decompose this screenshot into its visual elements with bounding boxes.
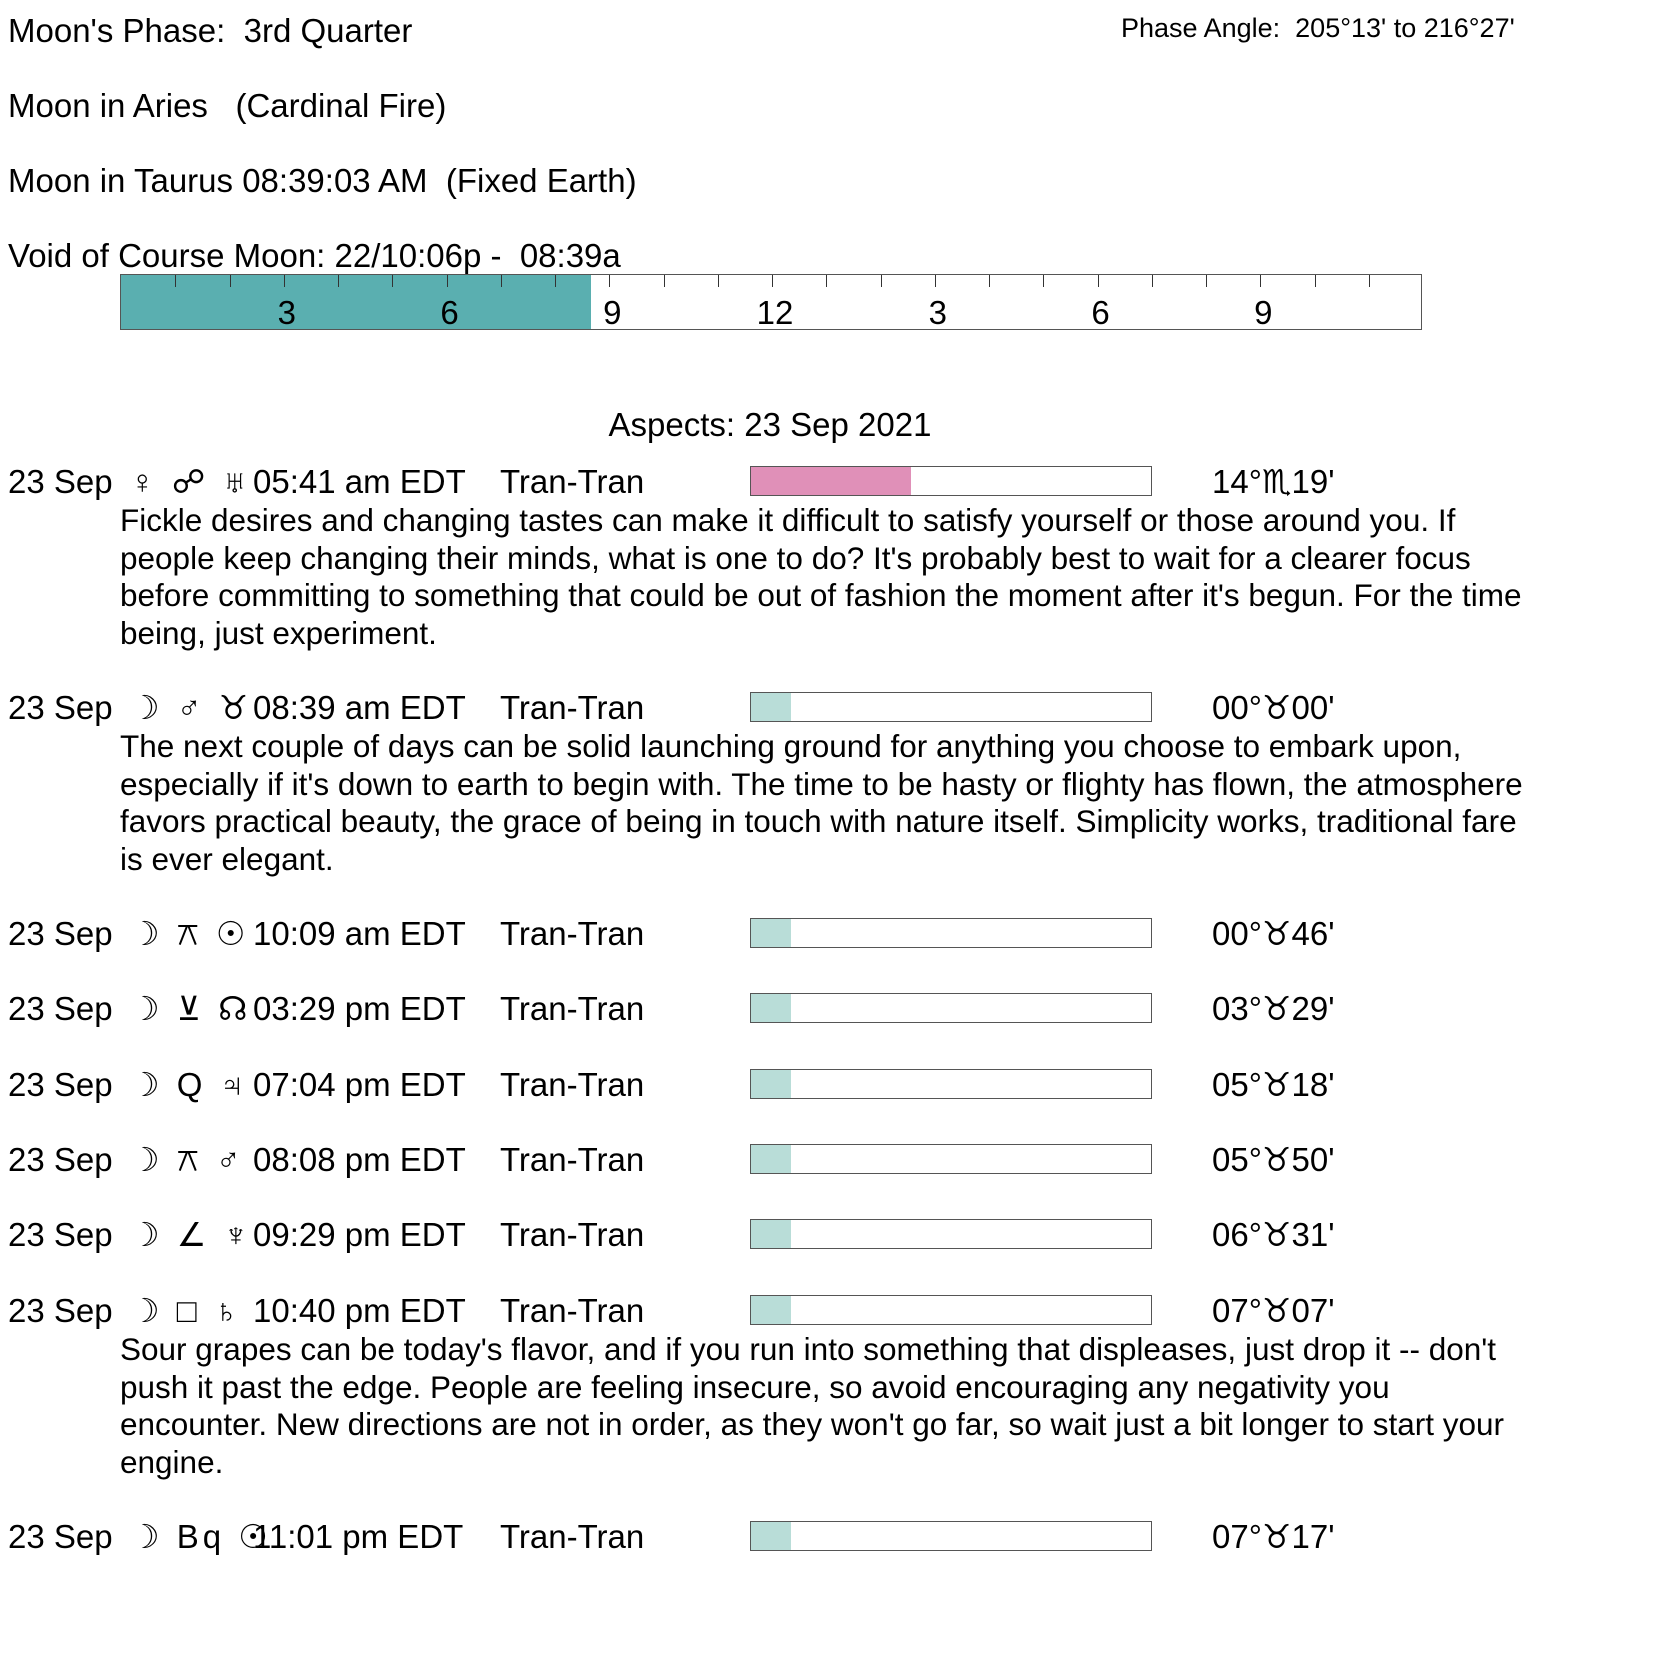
aspect-strength-bar [750, 1144, 1152, 1174]
aspect-time: 08:08 pm EDT [253, 1141, 466, 1178]
aspect-glyphs-icon: ♀ ☍ ♅ [130, 463, 252, 500]
aspect-position: 07°♉17' [1212, 1518, 1335, 1555]
aspects-title: Aspects: 23 Sep 2021 [608, 406, 932, 443]
aspect-date: 23 Sep [8, 1518, 113, 1555]
aspect-time: 07:04 pm EDT [253, 1066, 466, 1103]
timeline-tick [935, 275, 936, 287]
timeline-hour-label: 6 [1091, 294, 1110, 331]
timeline-tick [284, 275, 285, 287]
timeline-tick [1315, 275, 1316, 287]
aspect-strength-fill [751, 1220, 791, 1248]
aspect-time: 11:01 pm EDT [253, 1518, 464, 1555]
aspect-position: 03°♉29' [1212, 990, 1335, 1027]
phase-angle-label: Phase Angle: [1121, 13, 1281, 43]
aspect-strength-bar [750, 1295, 1152, 1325]
timeline-hour-label: 3 [277, 294, 296, 331]
aspect-time: 08:39 am EDT [253, 689, 466, 726]
timeline-tick [1369, 275, 1370, 287]
aspect-strength-fill [751, 693, 791, 721]
moon-sign-2: Moon in Taurus 08:39:03 AM [8, 162, 428, 199]
aspect-date: 23 Sep [8, 990, 113, 1027]
aspect-kind: Tran-Tran [500, 1216, 645, 1253]
timeline-tick [989, 275, 990, 287]
timeline-hour-label: 3 [928, 294, 947, 331]
aspect-row [0, 915, 1540, 953]
aspect-strength-fill [751, 467, 911, 495]
aspect-kind: Tran-Tran [500, 1292, 645, 1329]
phase-angle-value: 205°13' to 216°27' [1295, 13, 1515, 43]
moon-sign-1-element: (Cardinal Fire) [235, 87, 447, 124]
aspect-strength-bar [750, 1219, 1152, 1249]
aspect-kind: Tran-Tran [500, 1066, 645, 1103]
aspect-kind: Tran-Tran [500, 689, 645, 726]
aspect-glyphs-icon: ☽ ⚻ ☉ [130, 915, 250, 952]
timeline-hour-label: 6 [440, 294, 459, 331]
aspect-glyphs-icon: ☽ □ ♄ [130, 1292, 243, 1329]
void-of-course-timeline [120, 274, 1422, 330]
timeline-tick [1098, 275, 1099, 287]
aspect-glyphs-icon: ☽ Q ♃ [130, 1066, 249, 1103]
timeline-tick [718, 275, 719, 287]
timeline-tick [555, 275, 556, 287]
aspect-position: 07°♉07' [1212, 1292, 1335, 1329]
aspect-row [0, 463, 1540, 501]
timeline-tick [772, 275, 773, 287]
aspect-position: 00°♉46' [1212, 915, 1335, 952]
timeline-tick [1260, 275, 1261, 287]
aspect-row [0, 1518, 1540, 1556]
aspect-position: 05°♉50' [1212, 1141, 1335, 1178]
timeline-tick [1152, 275, 1153, 287]
aspect-date: 23 Sep [8, 1141, 113, 1178]
aspect-time: 09:29 pm EDT [253, 1216, 466, 1253]
aspect-strength-fill [751, 1296, 791, 1324]
moon-sign-line-2 [8, 162, 637, 200]
aspect-description: The next couple of days can be solid launching ground for anything you choose to embark upon, especially if it's down to earth to begin with. The time to be hasty or flighty has flown, the atmosphere favors practical beauty, the grace of being in touch with nature itself. Simplicity works, traditional fare is ever elegant. [120, 728, 1523, 877]
aspect-glyphs-icon: ☽ ⚻ ♂ [130, 1141, 245, 1178]
aspect-position: 00°♉00' [1212, 689, 1335, 726]
timeline-hour-label: 12 [756, 294, 794, 331]
timeline-tick [392, 275, 393, 287]
aspect-row [0, 1292, 1540, 1330]
aspect-description: Fickle desires and changing tastes can make it difficult to satisfy yourself or those around you. If people keep changing their minds, what is one to do? It's probably best to wait for a clearer focus before committing to something that could be out of fashion the moment after it's begun. For the time being, just experiment. [120, 502, 1522, 651]
timeline-tick [609, 275, 610, 287]
moon-phase-value: 3rd Quarter [243, 12, 413, 49]
aspect-strength-fill [751, 919, 791, 947]
timeline-hour-label: 9 [603, 294, 622, 331]
timeline-tick [1206, 275, 1207, 287]
void-of-course-fill [121, 275, 591, 329]
aspect-strength-bar [750, 1521, 1152, 1551]
aspect-kind: Tran-Tran [500, 915, 645, 952]
aspect-strength-fill [751, 994, 791, 1022]
aspect-strength-fill [751, 1070, 791, 1098]
aspect-row [0, 990, 1540, 1028]
phase-angle-line [1121, 12, 1515, 44]
timeline-tick [881, 275, 882, 287]
aspect-kind: Tran-Tran [500, 1518, 645, 1555]
aspect-kind: Tran-Tran [500, 463, 645, 500]
timeline-tick [1043, 275, 1044, 287]
aspect-row [0, 1216, 1540, 1254]
aspect-glyphs-icon: ☽ Bq ☉ [130, 1518, 272, 1555]
aspect-glyphs-icon: ☽ ♂ ♉ [130, 689, 253, 726]
aspect-time: 05:41 am EDT [253, 463, 466, 500]
aspect-row [0, 1141, 1540, 1179]
aspect-position: 05°♉18' [1212, 1066, 1335, 1103]
aspect-row [0, 689, 1540, 727]
timeline-tick [338, 275, 339, 287]
aspect-description: Sour grapes can be today's flavor, and if you run into something that displeases, just drop it -- don't push it past the edge. People are feeling insecure, so avoid encouraging any negativity you encounter. New directions are not in order, as they won't go far, so wait just a bit longer to start your engine. [120, 1331, 1505, 1480]
aspect-date: 23 Sep [8, 915, 113, 952]
timeline-tick [230, 275, 231, 287]
aspect-date: 23 Sep [8, 1066, 113, 1103]
aspect-strength-bar [750, 692, 1152, 722]
aspect-glyphs-icon: ☽ ⊻ ☊ [130, 990, 252, 1027]
moon-phase-line [8, 12, 412, 50]
moon-sign-1: Moon in Aries [8, 87, 208, 124]
aspect-strength-bar [750, 993, 1152, 1023]
timeline-tick [501, 275, 502, 287]
aspect-position: 14°♏19' [1212, 463, 1335, 500]
aspect-strength-bar [750, 466, 1152, 496]
aspect-glyphs-icon: ☽ ∠ ♆ [130, 1216, 253, 1253]
aspect-date: 23 Sep [8, 1216, 113, 1253]
moon-sign-line-1 [8, 87, 446, 125]
void-of-course-value: 22/10:06p - 08:39a [334, 237, 621, 274]
aspect-time: 10:09 am EDT [253, 915, 466, 952]
aspect-position: 06°♉31' [1212, 1216, 1335, 1253]
aspect-date: 23 Sep [8, 1292, 113, 1329]
aspect-strength-fill [751, 1145, 791, 1173]
moon-sign-2-element: (Fixed Earth) [445, 162, 637, 199]
aspect-row [0, 1066, 1540, 1104]
void-of-course-line [8, 237, 621, 275]
timeline-tick [826, 275, 827, 287]
aspect-time: 03:29 pm EDT [253, 990, 466, 1027]
timeline-tick [664, 275, 665, 287]
aspect-strength-bar [750, 1069, 1152, 1099]
aspect-date: 23 Sep [8, 463, 113, 500]
aspect-date: 23 Sep [8, 689, 113, 726]
moon-phase-label: Moon's Phase: [8, 12, 226, 49]
timeline-hour-label: 9 [1254, 294, 1273, 331]
aspect-time: 10:40 pm EDT [253, 1292, 466, 1329]
void-of-course-label: Void of Course Moon: [8, 237, 326, 274]
timeline-tick [175, 275, 176, 287]
aspect-strength-bar [750, 918, 1152, 948]
aspect-kind: Tran-Tran [500, 990, 645, 1027]
aspect-strength-fill [751, 1522, 791, 1550]
aspect-kind: Tran-Tran [500, 1141, 645, 1178]
timeline-tick [447, 275, 448, 287]
